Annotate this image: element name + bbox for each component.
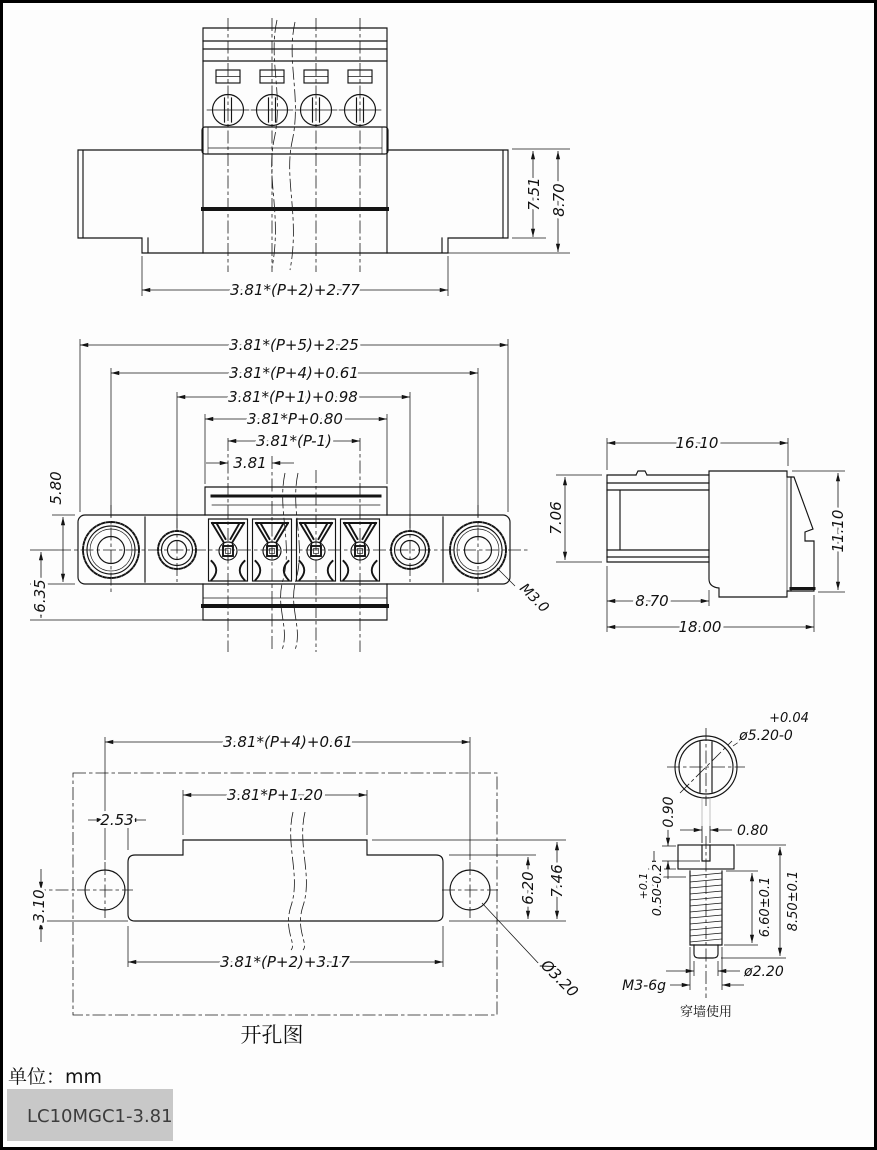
plan-view — [30, 336, 552, 652]
footer — [7, 1066, 173, 1141]
dim-plan-flange-depth: 5.80 — [47, 471, 65, 505]
dim-cutout-hole-offset: 3.10 — [30, 889, 48, 923]
dim-cutout-step-width: 3.81*P+1.20 — [227, 786, 323, 804]
dim-plan-pole-span: 3.81*(P-1) — [256, 432, 332, 450]
front-view — [78, 18, 570, 299]
dim-screw-tip-dia: ø2.20 — [744, 964, 784, 980]
screw-caption: 穿墙使用 — [679, 1005, 733, 1020]
dim-screw-overall-length: 8.50±0.1 — [786, 870, 801, 932]
dim-plan-total-width: 3.81*(P+5)+2.25 — [229, 336, 359, 354]
wire-slots — [216, 70, 372, 83]
dim-screw-collar-tol: +0.1 — [637, 872, 650, 900]
cutout-view — [30, 733, 582, 1047]
dim-cutout-width: 3.81*(P+2)+3.17 — [220, 953, 350, 971]
label-plan-thread: M3.0 — [516, 580, 552, 617]
dim-cutout-edge-offset: 2.53 — [100, 811, 134, 829]
dim-screw-thread-length: 6.60±0.1 — [758, 876, 773, 938]
dim-side-total-depth: 18.00 — [678, 618, 722, 636]
dim-plan-screw-centers: 3.81*(P+4)+0.61 — [229, 364, 359, 382]
side-view — [547, 434, 847, 636]
dim-cutout-height: 6.20 — [519, 871, 537, 905]
dim-screw-slot-width: 0.80 — [737, 823, 769, 839]
dim-plan-housing-width: 3.81*P+0.80 — [247, 410, 343, 428]
dim-plan-span2: 3.81*(P+1)+0.98 — [228, 388, 358, 406]
dim-cutout-hole-span: 3.81*(P+4)+0.61 — [223, 733, 353, 751]
cutout-caption: 开孔图 — [240, 1023, 304, 1047]
screw-detail — [622, 711, 809, 1020]
part-number: LC10MGC1-3.81 — [27, 1106, 173, 1127]
dim-screw-slot-depth: 0.90 — [661, 796, 677, 828]
dim-cutout-step-height: 7.46 — [548, 864, 566, 898]
dim-side-plug-depth: 8.70 — [635, 592, 669, 610]
dim-screw-head-dia: ø5.20-0 — [739, 728, 793, 744]
dim-side-body-width: 16.10 — [675, 434, 719, 452]
dim-plan-lower-depth: 6.35 — [31, 579, 49, 613]
dim-side-plug-height: 7.06 — [547, 501, 565, 535]
dim-front-flange-height: 7.51 — [525, 177, 543, 211]
dim-screw-head-dia-tol: +0.04 — [769, 711, 809, 726]
dim-screw-collar: 0.50-0.2 — [649, 863, 664, 917]
dim-plan-pitch: 3.81 — [233, 454, 267, 472]
dim-screw-thread-spec: M3-6g — [622, 978, 666, 994]
screw-heads — [207, 95, 381, 126]
dim-cutout-hole-dia: Ø3.20 — [537, 956, 582, 1001]
dim-side-total-height: 11.10 — [829, 509, 847, 553]
dim-front-width: 3.81*(P+2)+2.77 — [230, 281, 360, 299]
dim-front-total-height: 8.70 — [550, 183, 568, 217]
units-label: 单位：mm — [8, 1066, 103, 1088]
